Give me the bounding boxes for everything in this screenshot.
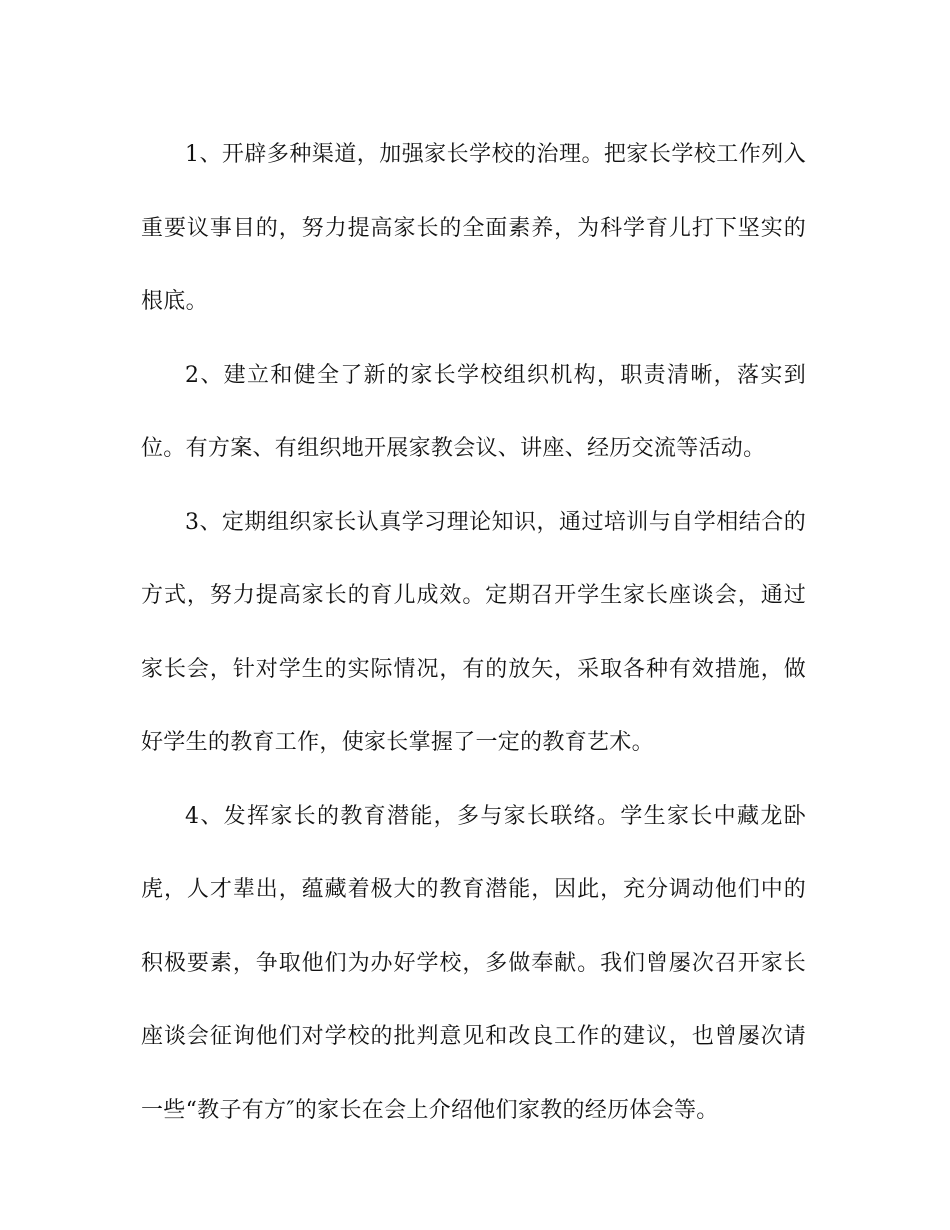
paragraph-1: 1、开辟多种渠道，加强家长学校的治理。把家长学校工作列入重要议事目的，努力提高家长的全面素养，为科学育儿打下坚实的根底。 xyxy=(141,142,806,314)
paragraph-4: 4、发挥家长的教育潜能，多与家长联络。学生家长中藏龙卧虎，人才辈出，蕴藏着极大的教育潜能，因此，充分调动他们中的积极要素，争取他们为办好学校，多做奉献。我们曾屡次召开家长座谈会征询他们对学校的批判意见和改良工作的建议，也曾屡次请一些“教子有方″的家长在会上介绍他们家教的经历体会等。 xyxy=(141,803,806,1123)
paragraph-2: 2、建立和健全了新的家长学校组织机构，职责清晰，落实到位。有方案、有组织地开展家教会议、讲座、经历交流等活动。 xyxy=(141,362,806,461)
paragraph-3: 3、定期组织家长认真学习理论知识，通过培训与自学相结合的方式，努力提高家长的育儿成效。定期召开学生家长座谈会，通过家长会，针对学生的实际情况，有的放矢，采取各种有效措施，做好学生的教育工作，使家长掌握了一定的教育艺术。 xyxy=(141,509,806,755)
document-body xyxy=(141,118,806,1147)
